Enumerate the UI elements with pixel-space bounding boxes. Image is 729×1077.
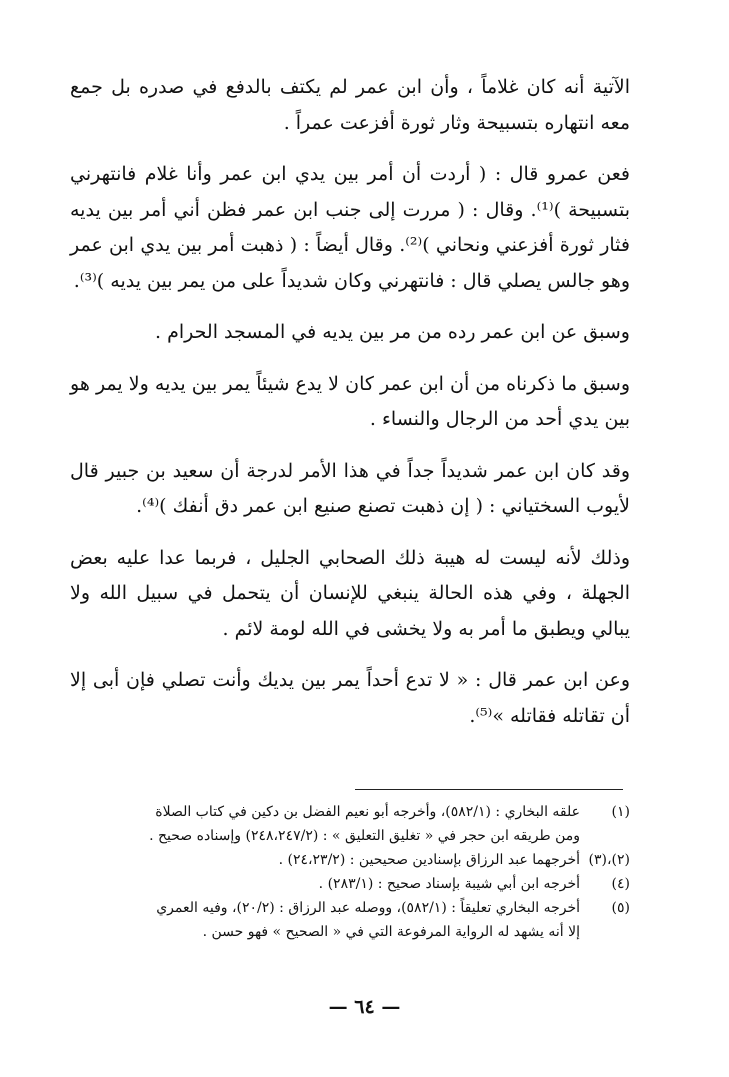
footnote-number: (٥): [611, 900, 630, 916]
paragraph-3: وسبق عن ابن عمر رده من مر بين يديه في المسجد الحرام .: [155, 321, 630, 343]
paragraph-6: وذلك لأنه ليست له هيبة ذلك الصحابي الجليل ، فربما عدا عليه بعض الجهلة ، وفي هذه الحالة ينبغي للإنسان أن يتحمل في سبيل الله ولا يبالي ويطبق ما أمر به ولا يخشى في الله لومة لائم .: [70, 546, 630, 640]
footnote-text: أخرجه البخاري تعليقاً : (٥٨٢/١)، ووصله عبد الرزاق : (٢٠/٢)، وفيه العمري: [156, 900, 580, 916]
footnote-number: (١): [611, 804, 630, 820]
footnote-continuation: ومن طريقه ابن حجر في « تغليق التعليق » : (٢٤٨،٢٤٧/٢) وإسناده صحيح .: [149, 828, 580, 844]
paragraph-7: وعن ابن عمر قال : « لا تدع أحداً يمر بين يديك وأنت تصلي فإن أبى إلا أن تقاتله فقاتله »⁽⁵⁾.: [70, 669, 630, 727]
footnote-4: [70, 872, 630, 896]
footnotes: [70, 800, 630, 944]
footnote-separator: [355, 789, 623, 790]
paragraph-4: وسبق ما ذكرناه من أن ابن عمر كان لا يدع شيئاً يمر بين يديه ولا يمر هو بين يدي أحد من الرجال والنساء .: [70, 372, 630, 430]
footnote-number: (٤): [611, 876, 630, 892]
paragraph-2: فعن عمرو قال : ( أردت أن أمر بين يدي ابن عمر وأنا غلام فانتهرني بتسبيحة )⁽¹⁾. وقال : ( مررت إلى جنب ابن عمر فظن أني أمر بين يديه فثار ثورة أفزعني ونحاني )⁽²⁾. وقال أيضاً : ( ذهبت أمر بين يدي ابن عمر وهو جالس يصلي قال : فانتهرني وكان شديداً على من يمر بين يديه )⁽³⁾.: [70, 163, 630, 292]
footnote-1: [70, 800, 630, 824]
footnote-2-3: [70, 848, 630, 872]
footnote-text: علقه البخاري : (٥٨٢/١)، وأخرجه أبو نعيم الفضل بن دكين في كتاب الصلاة: [155, 804, 580, 820]
paragraph-1: الآتية أنه كان غلاماً ، وأن ابن عمر لم يكتف بالدفع في صدره بل جمع معه انتهاره بتسبيحة وثار ثورة أفزعت عمراً .: [70, 76, 630, 134]
footnote-continuation: إلا أنه يشهد له الرواية المرفوعة التي في « الصحيح » فهو حسن .: [202, 924, 580, 940]
footnote-5: [70, 896, 630, 920]
footnote-text: أخرجهما عبد الرزاق بإسنادين صحيحين : (٢٤،٢٣/٢) .: [278, 852, 580, 868]
paragraph-5: وقد كان ابن عمر شديداً جداً في هذا الأمر لدرجة أن سعيد بن جبير قال لأيوب السختياني : ( إن ذهبت تصنع صنيع ابن عمر دق أنفك )⁽⁴⁾.: [70, 459, 630, 517]
page-number: — ٦٤ —: [328, 996, 401, 1018]
footnote-text: أخرجه ابن أبي شيبة بإسناد صحيح : (٢٨٣/١) .: [318, 876, 580, 892]
footnote-number: (٢)،(٣): [588, 852, 630, 868]
main-text: [70, 70, 630, 750]
